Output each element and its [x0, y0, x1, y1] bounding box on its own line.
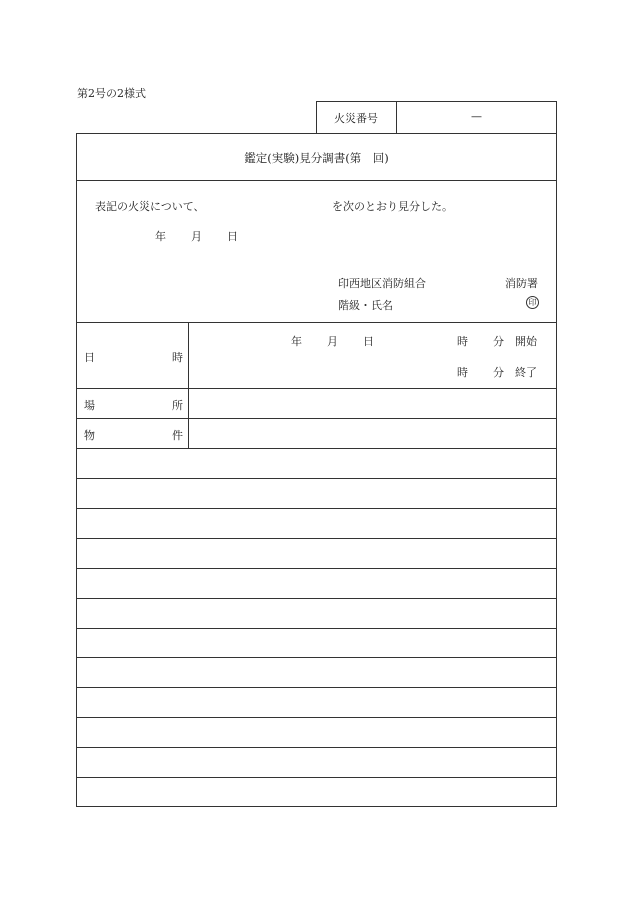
seal-icon: 印 — [526, 296, 539, 309]
fire-station-label: 消防署 — [505, 277, 538, 290]
fire-number-label: 火災番号 — [334, 112, 378, 125]
form-code: 第2号の2様式 — [77, 87, 146, 100]
end-hour: 時 — [457, 366, 468, 379]
place-label-b: 所 — [172, 399, 183, 412]
end-label: 終了 — [515, 366, 537, 379]
blank-row-line — [76, 657, 557, 658]
intro-date-year: 年 — [155, 230, 166, 243]
datetime-month: 月 — [327, 335, 338, 348]
start-hour: 時 — [457, 335, 468, 348]
start-minute: 分 — [493, 335, 504, 348]
blank-row-line — [76, 628, 557, 629]
blank-row-line — [76, 478, 557, 479]
blank-row-line — [76, 568, 557, 569]
blank-row-line — [76, 687, 557, 688]
fire-number-field[interactable]: — — [471, 110, 482, 123]
main-form — [76, 133, 557, 807]
blank-row-line — [76, 598, 557, 599]
intro-date-month: 月 — [191, 230, 202, 243]
blank-row-line — [76, 538, 557, 539]
organization-name: 印西地区消防組合 — [338, 277, 426, 290]
end-minute: 分 — [493, 366, 504, 379]
datetime-label-b: 時 — [172, 351, 183, 364]
intro-sentence-start: 表記の火災について、 — [95, 200, 205, 213]
blank-row-line — [76, 508, 557, 509]
property-label-b: 件 — [172, 429, 183, 442]
intro-sentence-end: を次のとおり見分した。 — [332, 200, 453, 213]
blank-row-line — [76, 747, 557, 748]
place-label-a: 場 — [84, 399, 95, 412]
datetime-label-a: 日 — [84, 351, 95, 364]
property-label-a: 物 — [84, 429, 95, 442]
document-title: 鑑定(実験)見分調書(第 回) — [244, 151, 389, 165]
start-label: 開始 — [515, 335, 537, 348]
intro-date-day: 日 — [227, 230, 238, 243]
rank-name-label: 階級・氏名 — [338, 299, 393, 312]
blank-row-line — [76, 777, 557, 778]
datetime-year: 年 — [291, 335, 302, 348]
datetime-day: 日 — [363, 335, 374, 348]
blank-row-line — [76, 717, 557, 718]
